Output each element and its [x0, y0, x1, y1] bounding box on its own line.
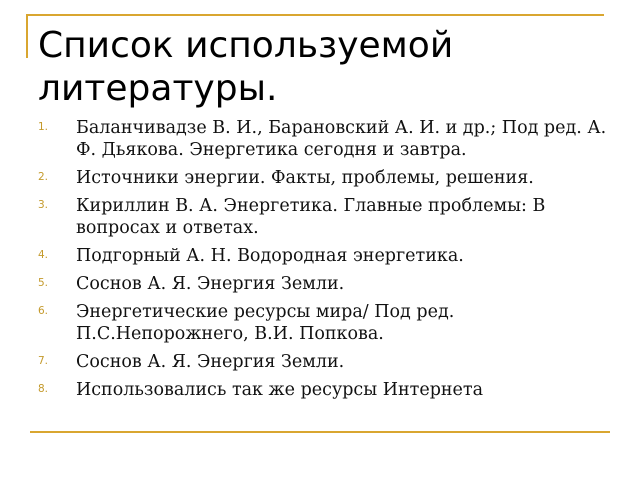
- list-item: [38, 167, 608, 189]
- list-number: 6.: [38, 305, 49, 317]
- reference-text: Соснов А. Я. Энергия Земли.: [76, 274, 345, 294]
- reference-text: Соснов А. Я. Энергия Земли.: [76, 352, 345, 372]
- list-number: 3.: [38, 199, 49, 211]
- left-border-line: [26, 14, 28, 58]
- reference-text: Баланчивадзе В. И., Барановский А. И. и др.; Под ред. А. Ф. Дьякова. Энергетика сегодня и завтра.: [76, 118, 607, 160]
- list-number: 8.: [38, 383, 49, 395]
- list-item: [38, 301, 608, 345]
- list-number: 7.: [38, 355, 49, 367]
- list-number: 5.: [38, 277, 49, 289]
- reference-text: Кириллин В. А. Энергетика. Главные проблемы: В вопросах и ответах.: [76, 196, 546, 238]
- reference-list: [38, 117, 608, 407]
- bottom-border-line: [30, 431, 610, 433]
- slide-title: Список используемой литературы.: [38, 25, 454, 109]
- reference-text: Подгорный А. Н. Водородная энергетика.: [76, 246, 464, 266]
- list-number: 4.: [38, 249, 49, 261]
- reference-text: Энергетические ресурсы мира/ Под ред. П.С.Непорожнего, В.И. Попкова.: [76, 302, 455, 344]
- reference-text: Использовались так же ресурсы Интернета: [76, 380, 484, 400]
- list-item: [38, 273, 608, 295]
- list-item: [38, 351, 608, 373]
- list-item: [38, 245, 608, 267]
- reference-text: Источники энергии. Факты, проблемы, решения.: [76, 168, 534, 188]
- list-item: [38, 379, 608, 401]
- top-border-line: [26, 14, 604, 16]
- list-number: 1.: [38, 121, 49, 133]
- list-item: [38, 195, 608, 239]
- list-item: [38, 117, 608, 161]
- list-number: 2.: [38, 171, 49, 183]
